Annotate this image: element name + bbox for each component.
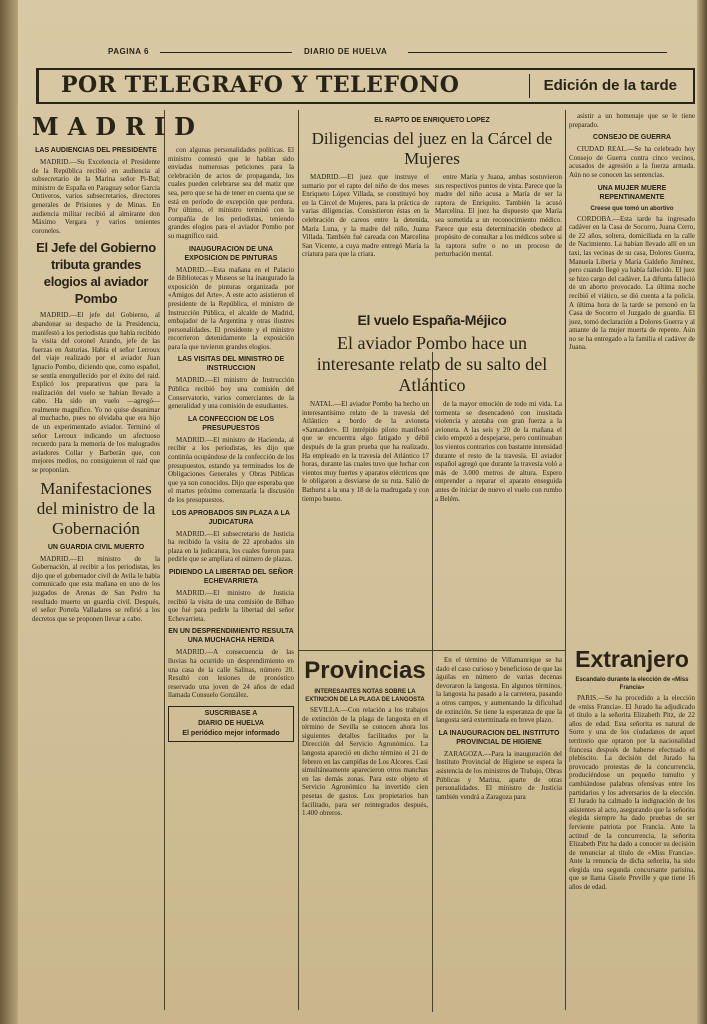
madrid-article-3-heading: Manifestaciones del ministro de la Gobernación [36, 478, 156, 538]
visitas-body: MADRID.—El ministro de Instrucción Pública recibió hoy una comisión del Conservatorio, varios comerciantes de la generalidad y una comisión de estudiantes. [168, 376, 294, 411]
desprendimiento-body: MADRID.—A consecuencia de las lluvias ha ocurrido un desprendimiento en una casa de la calle Salinas, número 20. Resultó con lesiones de pronóstico reservado una joven de 24 años de edad llamada Consuelo González. [168, 648, 294, 700]
madrid-article-1-heading: LAS AUDIENCIAS DEL PRESIDENTE [35, 147, 157, 154]
madrid-article-1-body: MADRID.—Su Excelencia el Presidente de la República recibió en audiencia al subsecretario de la Marina señor Pi-Bal; ministro de España en Paraguay señor Garcia Ontiveros, varios subsecretarios, directores generales de Prisiones y de Minas. En audiencia militar recibió al almirante don Máximo Vergara y varios tenientes coroneles. [32, 158, 160, 235]
echevarrieta-heading: PIDIENDO LA LIBERTAD DEL SEÑOR ECHEVARRIETA [168, 568, 294, 585]
diligencias-body-a: MADRID.—El juez que instruye el sumario por el rapto del niño de dos meses Enriqueto López Villada, se constituyó hoy en la Cárcel de Mujeres, para la práctica de varias diligencias. Consistieron éstas en la celebración de careos entre la detenida, María Luna, y la madre del niño, Juana Villada. También fué careada con Marcelina San Vicente, a cuya madre entregó María la criatura para que la criara. [302, 173, 429, 259]
consejo-heading: CONSEJO DE GUERRA [592, 134, 672, 142]
madrid-article-2-heading: El Jefe del Gobierno tributa grandes elogios al aviador Pombo [36, 240, 156, 307]
promo-line-1: SUSCRIBASE A [204, 709, 258, 717]
langosta-heading: INTERESANTES NOTAS SOBRE LA EXTINCION DE LA PLAGA DE LANGOSTA [305, 689, 425, 703]
pombo-body-a: NATAL.—El aviador Pombo ha hecho un interesantísimo relato de la travesía del Atlántico a bordo de la avioneta «Santander». El intrépido piloto manifestó que se encuentra algo fatigado y débil después de la gran prueba que ha realizado. Ha empleado en la travesía del Atlántico 17 horas, durante las cuales tuvo que luchar con vientos muy fuertes y aparatos eléctricos que le obligaron a desviarse de su ruta. Salió de Bathurst a la una y 18 de la madrugada y con tiempo bueno. [302, 400, 429, 503]
col2-continuation-body: con algunas personalidades políticas. El ministro contestó que le habían sido enviadas numerosas peticiones para la celebración de actos de propaganda, los cuales pueden celebrarse sea del matiz que sea, pero que se ha de tener en cuenta que se está en período de excepción que perdura. Por último, el ministro terminó con la compañía de los periodistas, teniendo grandes elogios para el aviador Pombo por su magnífico raid. [168, 146, 294, 240]
column-rule [298, 110, 299, 1010]
subscription-promo [168, 706, 294, 742]
header-rule-left [160, 52, 292, 53]
provincias-section-title: Provincias [304, 657, 426, 684]
right-continuation-body: asistir a un homenaje que se le tiene preparado. [569, 112, 695, 129]
desprendimiento-heading: EN UN DESPRENDIMIENTO RESULTA UNA MUCHACHA HERIDA [168, 628, 294, 645]
madrid-article-3-body: MADRID.—El ministro de la Gobernación, al recibir a los periodistas, les dijo que el gobernador civil de Avila le había comunicado que esta mañana en uno de los juzgados de Arenas de San Pedro ha resultado muerto un guardia civil. Después, el señor Portela Valladares se refirió a los decretos que se proponen llevar a cabo. [32, 554, 160, 623]
diligencias-kicker: EL RAPTO DE ENRIQUETO LOPEZ [374, 117, 490, 124]
diligencias-body-b: entre María y Juana, ambas sostuvieron sus respectivos puntos de vista. Parece que la madre del niño acusa a María de ser la raptora de Enriquito. También la acusó Marcelina. El juez ha dispuesto que María sea sometida a un reconocimiento médico. Parece que esta determinación obedece al propósito de consultar a los médicos sobre si la raptora sufre o no un proceso de perturbación mental. [435, 173, 562, 259]
judicatura-body: MADRID.—El subsecretario de Justicia ha recibido la visita de 22 aprobados sin plaza en la judicatura, los cuales fueron para pedirle que se amplíara el número de plazas. [168, 529, 294, 564]
miss-francia-heading: Escandalo durante la elección de «Miss Francia» [575, 677, 689, 691]
promo-line-2: DIARIO DE HUELVA [198, 719, 264, 727]
section-banner [36, 68, 695, 104]
miss-francia-body: PARIS.—Se ha procedido a la elección de «miss Francia». El Jurado ha adjudicado el título a la señorita Elizabeth Pitz, de 22 años de edad. Esta señorita es natural de Sorre y una de los ciudadanos de aquel territorio que optaron por la nacionalidad francesa después de haberse efectuado el plebiscito. La decisión del Jurado ha provocado protestas de la concurrencia, produciéndose un pequeño tumulto y cambiándose palabras ofensivas entre los partidarios y los adversarios de la elección. El Jurado ha calmado la indignación de los asistentes al acto, asegurando que la señorita elegida siempre ha dado pruebas de ser ferviente patriota por Francia. Ante la actitud de la concurrencia, la señorita Elizabeth Pitz ha dado a conocer su decisión de renunciar al título de «Miss Francia». Ante la renuncia de dicha señorita, ha sido elegida una segunda concursante parisina, que se llama Gisele Preville y que tiene 16 años de edad. [569, 694, 695, 892]
echevarrieta-body: MADRID.—El ministro de Justicia recibió la visita de una comisión de Bilbao que fué para pedirle la libertad del señor Echevarrieta. [168, 588, 294, 623]
extranjero-section-title: Extranjero [575, 646, 689, 672]
presupuestos-heading: LA CONFECCION DE LOS PRESUPUESTOS [187, 415, 275, 432]
mujer-body: CORDOBA.—Esta tarde ha ingresado cadáver en la Casa de Socorro, Juana Cerro, de 22 años, soltera, domiciliada en la calle de Nacimiento. La habían llevado allí en un taxi, las vecinas de su casa, Dolores Guerra, Manuela Liberia y María Galdeño Jiménez, pero cuando llegó ya había fallecido. El juez se hizo cargo del cadáver. La difunta falleció de un aborto provocado. La última noche recibió el viático, se dió cuenta a la policía. A última hora de la tarde se personó en la Casa de Socorro el Juzgado de guardia. El juez, tomó declaración a Dolores Guerra y al amante de la mujer muerta de repente. Aún no se ha entregado a la familia el cadáver de Juana. [569, 214, 695, 352]
column-rule [565, 110, 566, 1010]
page-number: PAGINA 6 [108, 47, 149, 56]
consejo-body: CIUDAD REAL.—Se ha celebrado hoy Consejo de Guerra contra cinco vecinos, acusados de agresión a la fuerza armada. Aún no se conocen las sentencias. [569, 145, 695, 179]
diligencias-heading: Diligencias del juez en la Cárcel de Mujeres [311, 129, 553, 168]
higiene-body: ZARAGOZA.—Para la inauguración del Instituto Provincial de Higiene se espera la asistencia de los ministros de Trabajo, Obras Públicas y Marina, aparte de otras personalidades. El ministro de Justicia también vendrá a Zaragoza para [436, 749, 562, 801]
banner-divider [529, 74, 530, 98]
madrid-column [32, 112, 204, 1012]
madrid-section-title: MADRID [32, 112, 204, 141]
pombo-heading: El aviador Pombo hace un interesante relato de su salto del Atlántico [316, 333, 548, 395]
extranjero-column [569, 642, 695, 1012]
banner-title: POR TELEGRAFO Y TELEFONO [61, 72, 460, 98]
exposicion-body: MADRID.—Esta mañana en el Palacio de Bibliotecas y Museos se ha inaugurado la exposición de pinturas organizada por «Amigos del Arte». A este acto asistieron el presidente de la República, el ministro de Instrucción Pública, el alcalde de Madrid, embajador de la Argentina y otras ilustres personalidades. El presidente y el ministro recorrieron detenidamente la exposición para la que tuvieron grandes elogios. [168, 265, 294, 351]
banner-edition: Edición de la tarde [543, 77, 677, 94]
promo-line-3: El periódico mejor informado [182, 729, 280, 737]
madrid-article-2-body: MADRID.—El jefe del Gobierno, al abandonar su despacho de la Presidencia, manifestó a los periodistas que había recibido la visita del coronel Arando, jefe de las fuerzas en Asturias. Había el señor Lerroux del viaje realizado por el aviador Juan Ignacio Pombo, diciendo que, como español, se sentía enorgullecido por el éxito del raid. Explicó los preparativos que para la realización del vuelo se habían llevado a cabo. Ha sido un vuelo —agregó— realmente magnífico. Yo no quise desanimar al muchacho, pues no olvidaba que era hijo de un experimentado aviador. Terminó el señor Lerroux indicando un afectuoso recuerdo para la memoria de los malogrados aviadores Collar y Barberán que, con mejores medios, no consiguieron el raid que se proponían. [32, 311, 160, 475]
page-header [108, 44, 667, 58]
pombo-columns [302, 400, 562, 503]
pombo-article [302, 308, 562, 648]
vuelo-heading: El vuelo España-Méjico [357, 312, 507, 328]
provincias-column [302, 656, 428, 1012]
right-column-top [569, 112, 695, 642]
mujer-kicker: Creese que tomó un abortivo [590, 205, 674, 212]
langosta-body: SEVILLA.—Con relación a los trabajos de extinción de la plaga de langosta en el término de Sevilla se conocen ahora los siguientes detalles facilitados por la Dirección del Servicio Agronómico. La langosta apareció en dicho término el 21 de febrero en las campiñas de Los Alcores. Casi simultáneamente aparecieron otros manchas en las demás zonas. Para este objeto el Servicio Agronómico ha invertido cien pesetas de gastos. Los propietarios han facilitado, para ser reintegrados después, 1.400 obreros. [302, 706, 428, 818]
diligencias-article [302, 112, 562, 308]
madrid-article-3-kicker: UN GUARDIA CIVIL MUERTO [47, 543, 145, 551]
judicatura-heading: LOS APROBADOS SIN PLAZA A LA JUDICATURA [172, 509, 290, 526]
madrid-column-2 [168, 146, 294, 1012]
presupuestos-body: MADRID.—El ministro de Hacienda, al recibir a los periodistas, les dijo que continúa ocupándose de la confección de los presupuestos, estando ya terminados los de Obligaciones Generales y Obras Públicas que ya son conocidos. Dijo que esperaba que el martes próximo comenzaría la discusión de los presupuestos. [168, 435, 294, 504]
exposicion-heading: INAUGURACION DE UNA EXPOSICION DE PINTURAS [184, 245, 278, 262]
higiene-heading: LA INAUGURACION DEL INSTITUTO PROVINCIAL DE HIGIENE [438, 729, 560, 746]
visitas-heading: LAS VISITAS DEL MINISTRO DE INSTRUCCION [177, 356, 285, 373]
langosta-body-continued: En el término de Villamanrique se ha dado el caso curioso y beneficioso de que las águilas en número de varias decenas devoraron la langosta. En algunos términos, la langosta ha pasado a la carretera, pasando a otros campos, y aumentando la dificultad de extinción. Se tiene la esperanza de que la langosta será exterminada en breve plazo. [436, 656, 562, 725]
pombo-body-b: de la mayor emoción de todo mi vida. La tormenta se desencadenó con inusitada violencia y azotaba con gran fuerza a la avioneta. A las seis y 20 de la mañana el cielo empezó a despejarse, pero continuaban los vientos contrarios con bastante intensidad durante el resto de la travesía. El aviador español agregó que durante la travesía voló a más de 3.000 metros de altura. Espero emprender a reparar el aparato enseguida antes de iniciar de nuevo el vuelo con rumbo a Belém. [435, 400, 562, 503]
section-rule [298, 650, 565, 651]
mujer-heading: UNA MUJER MUERE REPENTINAMENTE [597, 184, 667, 201]
diligencias-columns [302, 173, 562, 259]
header-rule-right [408, 52, 667, 53]
newspaper-name: DIARIO DE HUELVA [304, 47, 388, 56]
column-rule [164, 110, 165, 1010]
provincias-column-2 [436, 656, 562, 1012]
